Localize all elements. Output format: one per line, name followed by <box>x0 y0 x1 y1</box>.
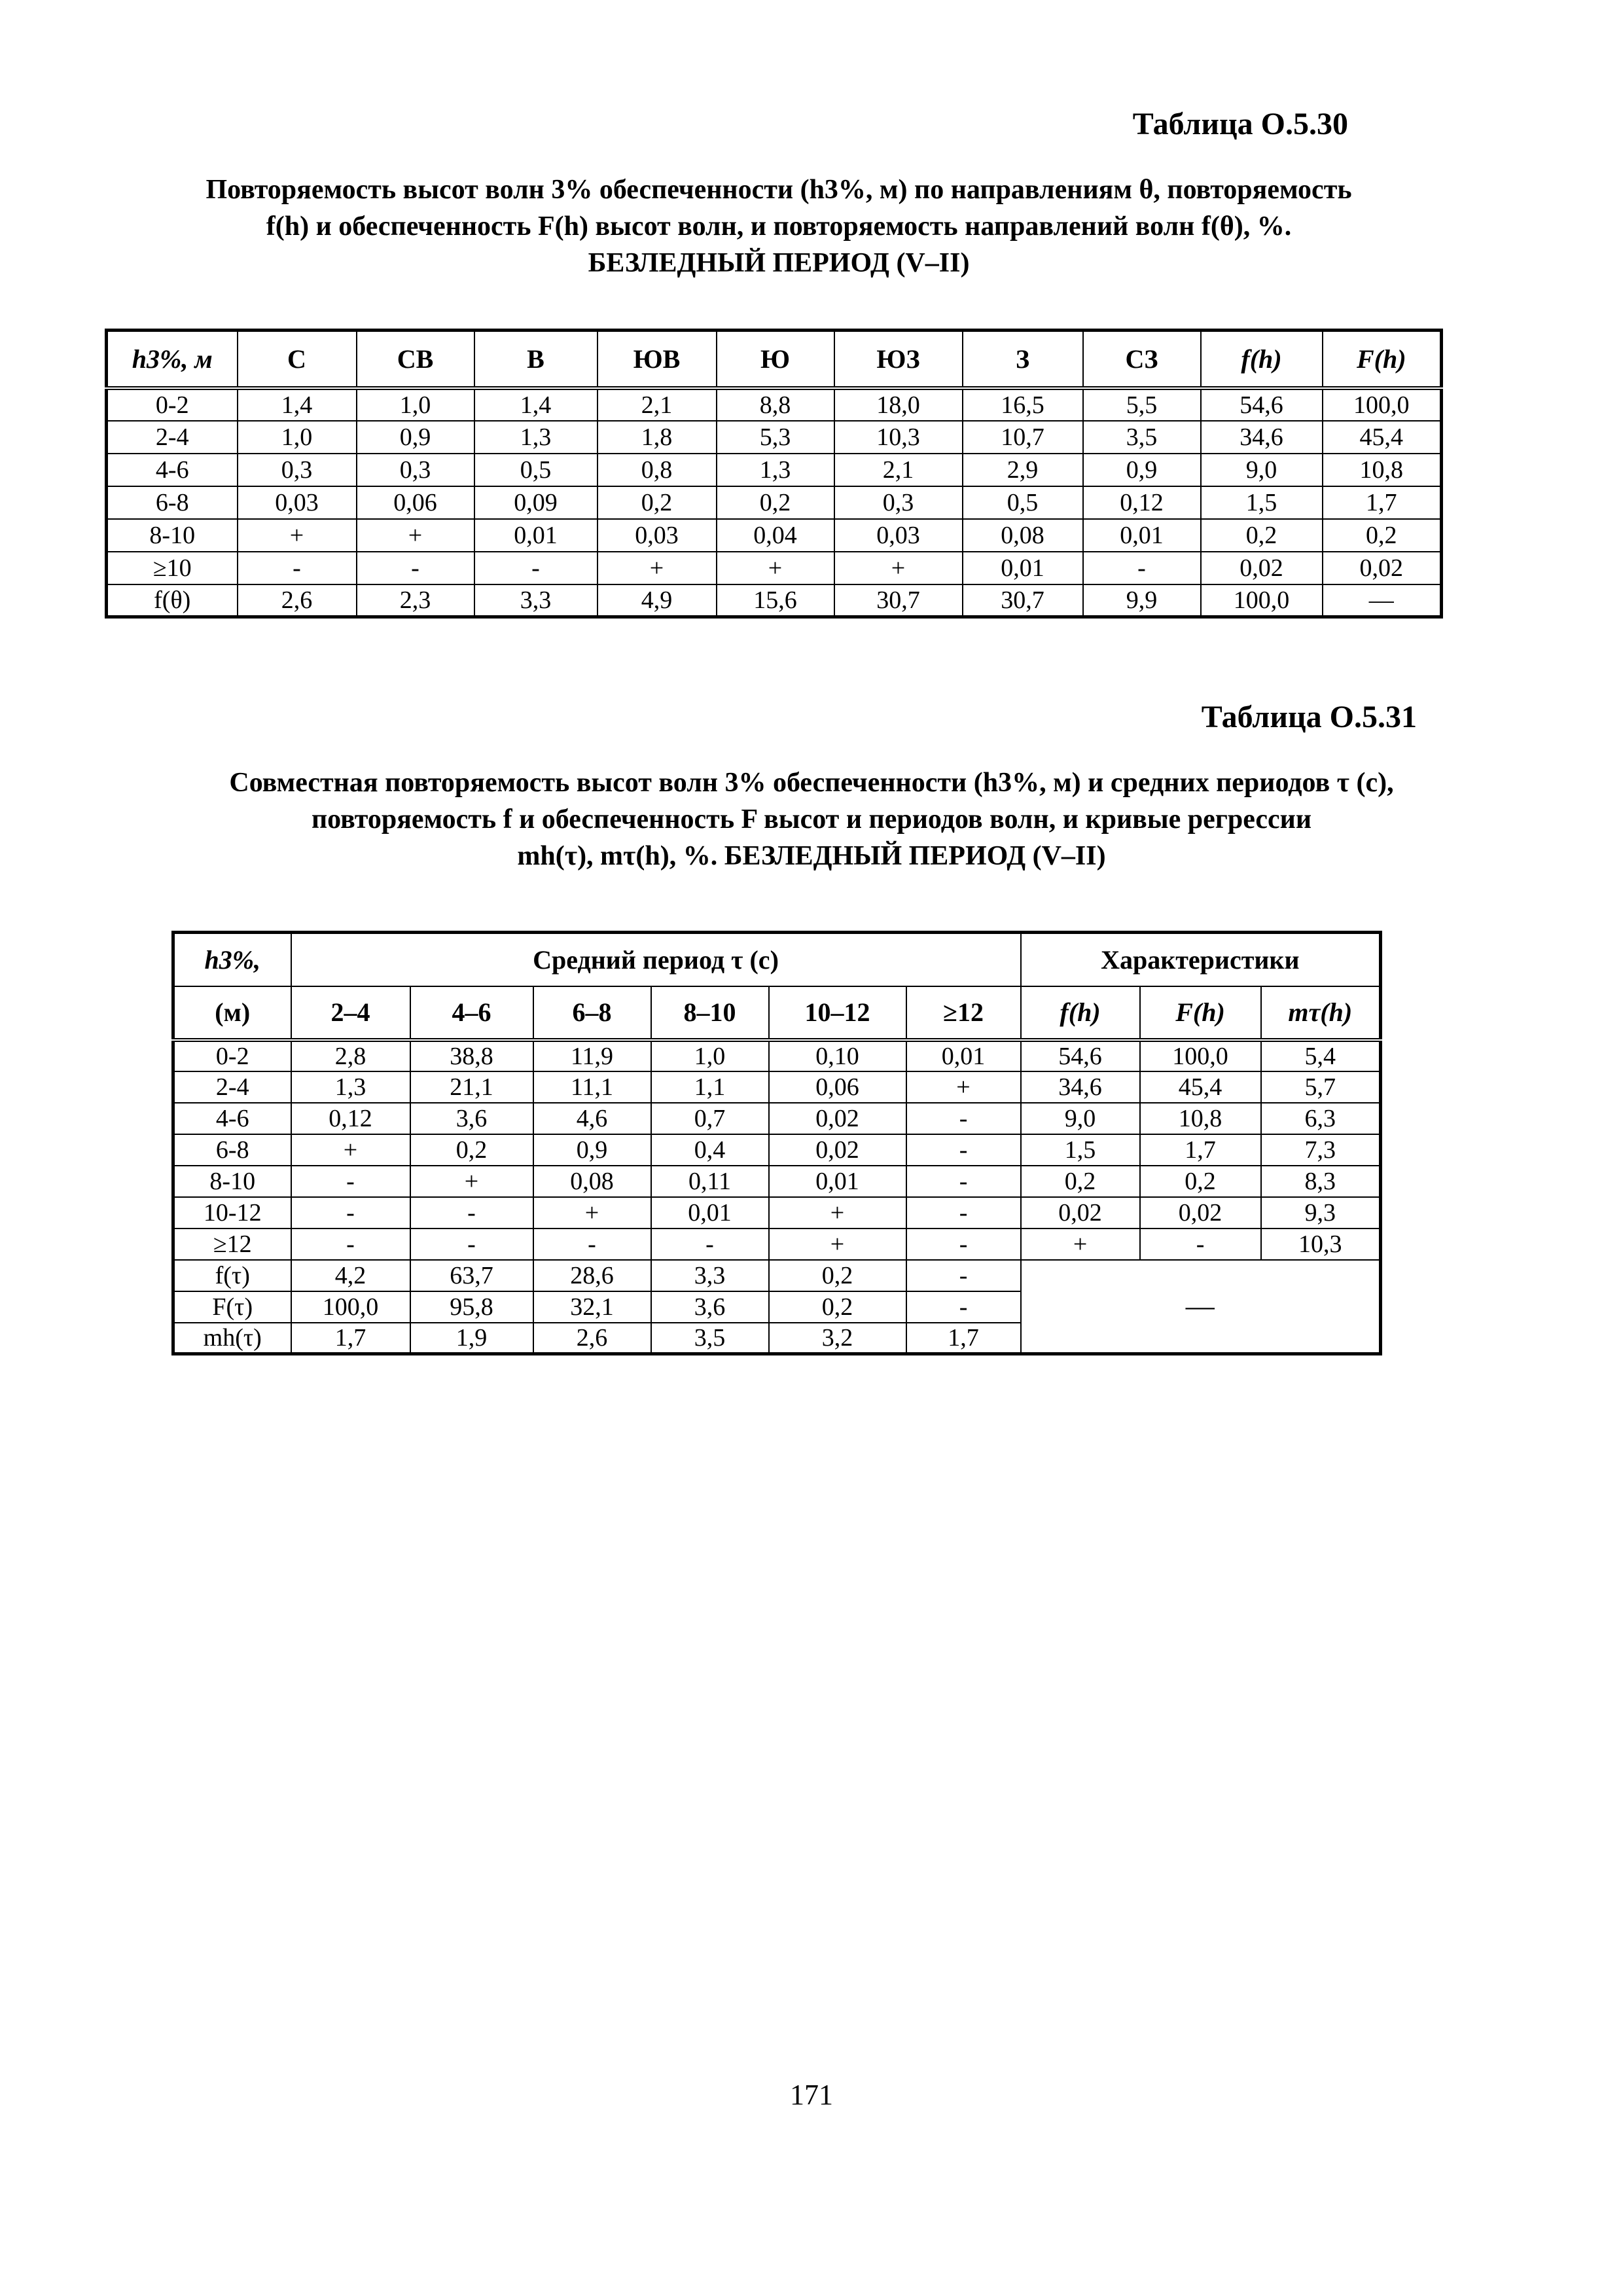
table2-cell: 54,6 <box>1021 1040 1140 1071</box>
table1-cell: 5,3 <box>717 421 834 454</box>
table2-cell: 10,8 <box>1140 1103 1261 1134</box>
table1-cell: 0,2 <box>1201 519 1323 552</box>
table1-cell: 15,6 <box>717 584 834 617</box>
table1-row-label: 2-4 <box>107 421 238 454</box>
table2-cell: 5,7 <box>1261 1071 1381 1103</box>
table1-row-label: ≥10 <box>107 552 238 584</box>
table2-row-label: 0-2 <box>173 1040 291 1071</box>
table1-cell: 0,3 <box>238 454 357 486</box>
table1-cell: 9,9 <box>1083 584 1201 617</box>
table2-cell: + <box>1021 1229 1140 1260</box>
table2-cell: 7,3 <box>1261 1134 1381 1166</box>
table2-cell: 0,08 <box>533 1166 651 1197</box>
table1-cell: 1,5 <box>1201 486 1323 519</box>
table2-period-10-12: 10–12 <box>769 986 906 1040</box>
table1-header-ne: СВ <box>357 331 474 388</box>
table2-cell: + <box>410 1166 533 1197</box>
table1-cell: 0,01 <box>474 519 597 552</box>
table1-cell: 0,9 <box>1083 454 1201 486</box>
table2-cell: - <box>651 1229 769 1260</box>
table1-cell: 1,0 <box>357 388 474 421</box>
table1-cell: 0,03 <box>238 486 357 519</box>
table1-header-Fh: F(h) <box>1323 331 1442 388</box>
table2-cell: - <box>291 1229 410 1260</box>
table1-cell: 0,3 <box>834 486 963 519</box>
table1-caption-line-1: Повторяемость высот волн 3% обеспеченности (h3%, м) по направлениям θ, повторяемость <box>205 175 1352 205</box>
table2-row <box>173 1134 1381 1166</box>
table1-cell: - <box>474 552 597 584</box>
table2-caption-line-1: Совместная повторяемость высот волн 3% обеспеченности (h3%, м) и средних периодов τ (с), <box>229 768 1394 798</box>
table2-summary-cell: 1,9 <box>410 1323 533 1354</box>
table2-summary-cell: 0,2 <box>769 1291 906 1323</box>
table1-cell: 9,0 <box>1201 454 1323 486</box>
table2-cell: 1,7 <box>1140 1134 1261 1166</box>
table2-caption <box>92 764 1531 874</box>
table2-cell: 11,9 <box>533 1040 651 1071</box>
table2-row <box>173 1040 1381 1071</box>
table1-header-s: Ю <box>717 331 834 388</box>
table1-cell: 3,5 <box>1083 421 1201 454</box>
table2-group-period: Средний период τ (с) <box>291 933 1021 986</box>
table2-cell: - <box>410 1229 533 1260</box>
table1-cell: 0,02 <box>1201 552 1323 584</box>
table2-cell: 5,4 <box>1261 1040 1381 1071</box>
table2-row-label: 4-6 <box>173 1103 291 1134</box>
table1-cell: 0,12 <box>1083 486 1201 519</box>
table1-cell: 2,3 <box>357 584 474 617</box>
table1-header-h: h3%, м <box>107 331 238 388</box>
table1-cell: 30,7 <box>834 584 963 617</box>
table1 <box>105 329 1443 619</box>
table2-char-Fh: F(h) <box>1140 986 1261 1040</box>
table1-cell: 1,4 <box>238 388 357 421</box>
table1-cell: 0,02 <box>1323 552 1442 584</box>
table2-summary-cell: - <box>906 1260 1021 1291</box>
table2-summary-cell: 4,2 <box>291 1260 410 1291</box>
table1-cell: + <box>238 519 357 552</box>
table1-header-se: ЮВ <box>597 331 717 388</box>
table2-cell: 0,2 <box>1021 1166 1140 1197</box>
table1-cell: 0,9 <box>357 421 474 454</box>
table2-cell: - <box>533 1229 651 1260</box>
table2-cell: - <box>410 1197 533 1229</box>
table2-cell: + <box>906 1071 1021 1103</box>
table2-cell: 0,02 <box>769 1134 906 1166</box>
table1-cell: 0,8 <box>597 454 717 486</box>
table1-cell: 54,6 <box>1201 388 1323 421</box>
table2-cell: 0,4 <box>651 1134 769 1166</box>
table2-cell: 0,11 <box>651 1166 769 1197</box>
table1-cell: 0,5 <box>474 454 597 486</box>
table2 <box>171 931 1382 1355</box>
table1-cell: 1,3 <box>717 454 834 486</box>
table1-header-e: В <box>474 331 597 388</box>
table2-cell: 1,3 <box>291 1071 410 1103</box>
table2-cell: - <box>291 1197 410 1229</box>
table2-cell: - <box>291 1166 410 1197</box>
table1-row-label: 8-10 <box>107 519 238 552</box>
table1-cell: 100,0 <box>1323 388 1442 421</box>
table2-cell: 9,3 <box>1261 1197 1381 1229</box>
table2-cell: 38,8 <box>410 1040 533 1071</box>
table1-number: Таблица О.5.30 <box>1132 107 1348 141</box>
table1-cell: 1,3 <box>474 421 597 454</box>
table2-caption-line-2: повторяемость f и обеспеченность F высот и периодов волн, и кривые регрессии <box>311 804 1312 834</box>
table1-row-label: f(θ) <box>107 584 238 617</box>
table2-cell: 0,01 <box>651 1197 769 1229</box>
table2-group-characteristics: Характеристики <box>1021 933 1381 986</box>
table1-row-label: 6-8 <box>107 486 238 519</box>
table2-row-label: 6-8 <box>173 1134 291 1166</box>
table1-cell: 2,1 <box>597 388 717 421</box>
table1-cell: 0,03 <box>834 519 963 552</box>
table2-summary-cell: 3,5 <box>651 1323 769 1354</box>
table2-cell: 0,01 <box>906 1040 1021 1071</box>
table2-period-6-8: 6–8 <box>533 986 651 1040</box>
table2-cell: 0,12 <box>291 1103 410 1134</box>
table2-merged-dash-cell: — <box>1021 1260 1381 1354</box>
table1-cell: + <box>834 552 963 584</box>
table2-corner-bottom: (м) <box>173 986 291 1040</box>
table2-summary-cell: - <box>906 1291 1021 1323</box>
table1-cell: 18,0 <box>834 388 963 421</box>
table2-row-label: 8-10 <box>173 1166 291 1197</box>
table1-header-w: З <box>963 331 1083 388</box>
table1-cell: 34,6 <box>1201 421 1323 454</box>
table2-summary-cell: 3,6 <box>651 1291 769 1323</box>
table2-summary-row <box>173 1260 1381 1291</box>
table1-cell: 4,9 <box>597 584 717 617</box>
table1-caption-line-3: БЕЗЛЕДНЫЙ ПЕРИОД (V–II) <box>588 248 970 278</box>
table1-cell: 8,8 <box>717 388 834 421</box>
table1-cell: 0,06 <box>357 486 474 519</box>
table1-cell: 0,5 <box>963 486 1083 519</box>
table1-caption-line-2: f(h) и обеспеченность F(h) высот волн, и повторяемость направлений волн f(θ), %. <box>266 211 1292 242</box>
table1-header-sw: ЮЗ <box>834 331 963 388</box>
table2-summary-cell: 0,2 <box>769 1260 906 1291</box>
table1-row <box>107 486 1442 519</box>
table2-cell: + <box>769 1197 906 1229</box>
table2-summary-cell: 1,7 <box>291 1323 410 1354</box>
table2-cell: 0,02 <box>1140 1197 1261 1229</box>
table2-header-row-1 <box>173 933 1381 986</box>
table2-row-label: 2-4 <box>173 1071 291 1103</box>
table2-char-mth: mτ(h) <box>1261 986 1381 1040</box>
table2-cell: 10,3 <box>1261 1229 1381 1260</box>
table2-cell: 6,3 <box>1261 1103 1381 1134</box>
table2-summary-label: mh(τ) <box>173 1323 291 1354</box>
table1-cell: 0,03 <box>597 519 717 552</box>
table1-cell: 2,9 <box>963 454 1083 486</box>
table2-summary-label: f(τ) <box>173 1260 291 1291</box>
table2-cell: + <box>533 1197 651 1229</box>
table2-period-2-4: 2–4 <box>291 986 410 1040</box>
table1-row-label: 4-6 <box>107 454 238 486</box>
table2-cell: + <box>291 1134 410 1166</box>
table1-cell: 16,5 <box>963 388 1083 421</box>
table2-row-label: 10-12 <box>173 1197 291 1229</box>
table1-row <box>107 421 1442 454</box>
table2-cell: - <box>906 1229 1021 1260</box>
table2-cell: 0,2 <box>410 1134 533 1166</box>
table2-cell: + <box>769 1229 906 1260</box>
table1-cell: 2,6 <box>238 584 357 617</box>
table2-cell: 0,02 <box>1021 1197 1140 1229</box>
table2-summary-label: F(τ) <box>173 1291 291 1323</box>
table2-summary-cell: 1,7 <box>906 1323 1021 1354</box>
table1-row <box>107 519 1442 552</box>
table2-cell: 1,5 <box>1021 1134 1140 1166</box>
table2-cell: 2,8 <box>291 1040 410 1071</box>
table2-row <box>173 1103 1381 1134</box>
table1-cell: - <box>238 552 357 584</box>
table2-cell: 0,02 <box>769 1103 906 1134</box>
table1-cell: 0,09 <box>474 486 597 519</box>
table2-summary-cell: 3,2 <box>769 1323 906 1354</box>
table1-cell: 100,0 <box>1201 584 1323 617</box>
table1-cell: + <box>357 519 474 552</box>
table2-cell: 4,6 <box>533 1103 651 1134</box>
table2-char-fh: f(h) <box>1021 986 1140 1040</box>
table2-summary-cell: 3,3 <box>651 1260 769 1291</box>
table2-period-4-6: 4–6 <box>410 986 533 1040</box>
table1-cell: 0,01 <box>963 552 1083 584</box>
table2-cell: - <box>906 1134 1021 1166</box>
table1-cell: 1,8 <box>597 421 717 454</box>
table2-cell: 100,0 <box>1140 1040 1261 1071</box>
table2-cell: 0,01 <box>769 1166 906 1197</box>
table2-cell: 1,0 <box>651 1040 769 1071</box>
table1-cell: 0,01 <box>1083 519 1201 552</box>
page-number: 171 <box>790 2079 833 2111</box>
table1-row-label: 0-2 <box>107 388 238 421</box>
table1-row <box>107 552 1442 584</box>
table1-cell: 10,8 <box>1323 454 1442 486</box>
table1-cell: - <box>1083 552 1201 584</box>
table2-period-8-10: 8–10 <box>651 986 769 1040</box>
table2-row <box>173 1071 1381 1103</box>
table2-row <box>173 1166 1381 1197</box>
table2-row <box>173 1229 1381 1260</box>
table1-row <box>107 454 1442 486</box>
table1-cell: 30,7 <box>963 584 1083 617</box>
table2-cell: 45,4 <box>1140 1071 1261 1103</box>
table2-cell: 0,9 <box>533 1134 651 1166</box>
table2-cell: 0,2 <box>1140 1166 1261 1197</box>
table2-cell: 21,1 <box>410 1071 533 1103</box>
table1-cell: 0,2 <box>597 486 717 519</box>
table1-cell: - <box>357 552 474 584</box>
table2-header-row-2 <box>173 986 1381 1040</box>
table1-cell: 0,2 <box>717 486 834 519</box>
table1-cell: 0,08 <box>963 519 1083 552</box>
table1-header-n: С <box>238 331 357 388</box>
table1-row <box>107 388 1442 421</box>
table2-cell: - <box>906 1197 1021 1229</box>
table1-cell: 45,4 <box>1323 421 1442 454</box>
table2-caption-line-3: mh(τ), mτ(h), %. БЕЗЛЕДНЫЙ ПЕРИОД (V–II) <box>517 841 1106 871</box>
table1-cell: + <box>597 552 717 584</box>
table2-cell: 34,6 <box>1021 1071 1140 1103</box>
table1-cell: 2,1 <box>834 454 963 486</box>
table1-cell: 10,7 <box>963 421 1083 454</box>
table2-cell: - <box>906 1103 1021 1134</box>
table1-header-nw: СЗ <box>1083 331 1201 388</box>
table1-cell: 3,3 <box>474 584 597 617</box>
table2-cell: 3,6 <box>410 1103 533 1134</box>
table2-cell: 1,1 <box>651 1071 769 1103</box>
table2-cell: - <box>906 1166 1021 1197</box>
table2-number: Таблица О.5.31 <box>1201 700 1417 734</box>
table2-cell: 0,7 <box>651 1103 769 1134</box>
table2-cell: 9,0 <box>1021 1103 1140 1134</box>
table2-summary-cell: 28,6 <box>533 1260 651 1291</box>
table1-header-row <box>107 331 1442 388</box>
table1-header-fh: f(h) <box>1201 331 1323 388</box>
table2-cell: 0,10 <box>769 1040 906 1071</box>
table2-cell: 8,3 <box>1261 1166 1381 1197</box>
table2-summary-cell: 32,1 <box>533 1291 651 1323</box>
table2-summary-cell: 100,0 <box>291 1291 410 1323</box>
table1-cell: 10,3 <box>834 421 963 454</box>
table2-summary-cell: 95,8 <box>410 1291 533 1323</box>
table2-summary-cell: 63,7 <box>410 1260 533 1291</box>
table1-caption <box>111 171 1446 281</box>
table1-cell: 0,04 <box>717 519 834 552</box>
table2-cell: 0,06 <box>769 1071 906 1103</box>
table2-cell: - <box>1140 1229 1261 1260</box>
table1-cell: 0,3 <box>357 454 474 486</box>
table1-cell: 0,2 <box>1323 519 1442 552</box>
table2-summary-cell: 2,6 <box>533 1323 651 1354</box>
table1-cell: + <box>717 552 834 584</box>
table1-row <box>107 584 1442 617</box>
table1-cell: 1,0 <box>238 421 357 454</box>
table2-cell: 11,1 <box>533 1071 651 1103</box>
table2-period-ge12: ≥12 <box>906 986 1021 1040</box>
table1-cell: — <box>1323 584 1442 617</box>
table1-cell: 1,4 <box>474 388 597 421</box>
table2-row <box>173 1197 1381 1229</box>
table1-cell: 5,5 <box>1083 388 1201 421</box>
table2-corner-top: h3%, <box>173 933 291 986</box>
table1-cell: 1,7 <box>1323 486 1442 519</box>
table2-row-label: ≥12 <box>173 1229 291 1260</box>
